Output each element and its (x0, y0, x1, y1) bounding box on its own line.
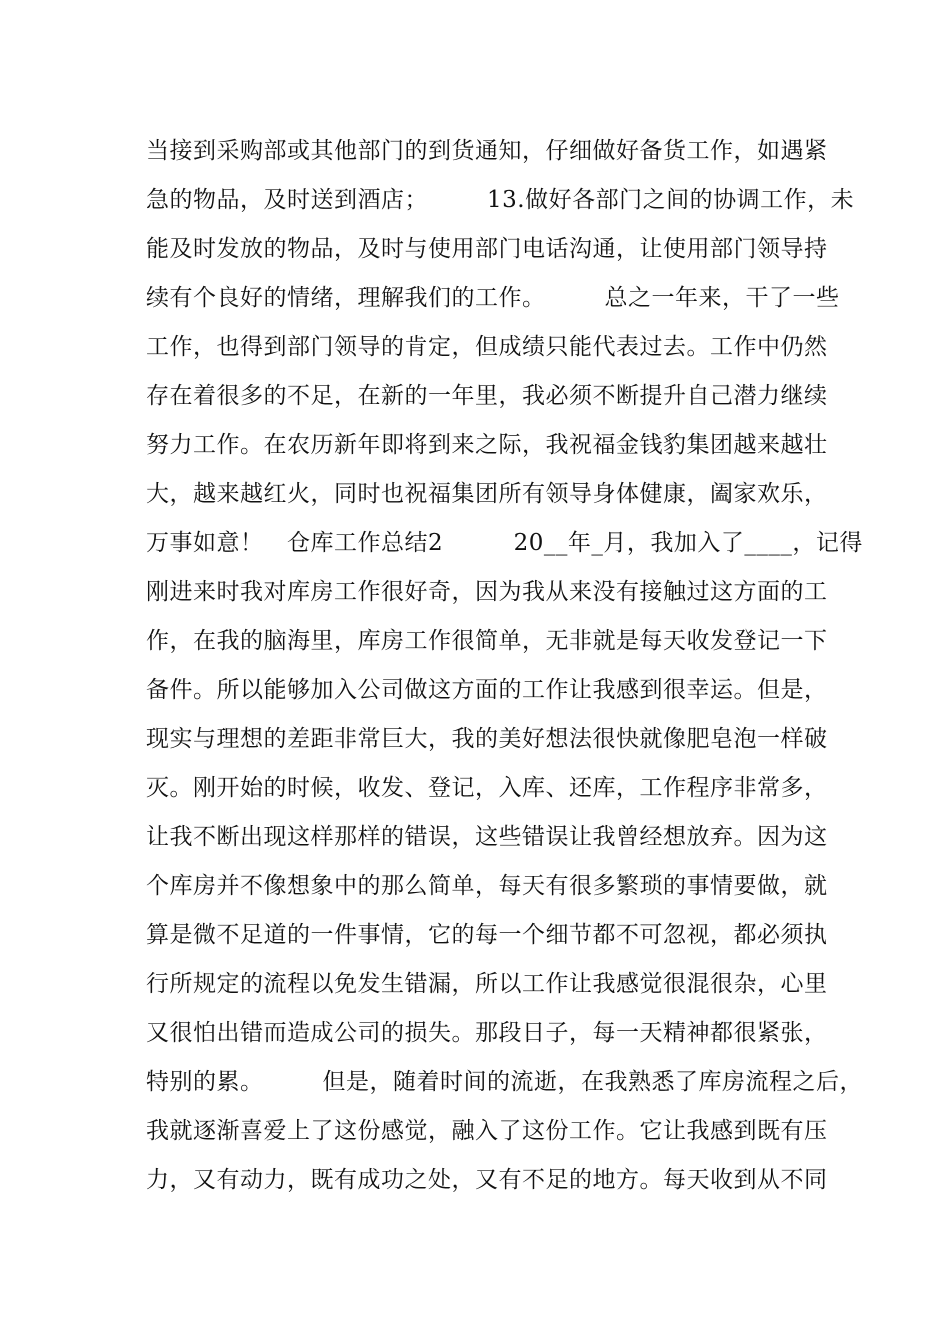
text-line: 能及时发放的物品，及时与使用部门电话沟通，让使用部门领导持 (146, 236, 828, 262)
text-line: 让我不断出现这样那样的错误，这些错误让我曾经想放弃。因为这 (146, 824, 828, 850)
text-line: 续有个良好的情绪，理解我们的工作。 总之一年来，干了一些 (146, 285, 840, 311)
text-line: 万事如意！ 仓库工作总结2 20__年_月，我加入了____，记得 (146, 530, 863, 556)
text-line: 个库房并不像想象中的那么简单，每天有很多繁琐的事情要做，就 (146, 873, 828, 899)
text-line: 作，在我的脑海里，库房工作很简单，无非就是每天收发登记一下 (146, 628, 828, 654)
text-line: 灭。刚开始的时候，收发、登记，入库、还库，工作程序非常多， (146, 775, 828, 801)
text-line: 行所规定的流程以免发生错漏，所以工作让我感觉很混很杂，心里 (146, 971, 828, 997)
text-line: 特别的累。 但是，随着时间的流逝，在我熟悉了库房流程之后， (146, 1069, 863, 1095)
text-line: 工作，也得到部门领导的肯定，但成绩只能代表过去。工作中仍然 (146, 334, 828, 360)
text-line: 刚进来时我对库房工作很好奇，因为我从来没有接触过这方面的工 (146, 579, 828, 605)
text-line: 存在着很多的不足，在新的一年里，我必须不断提升自己潜力继续 (146, 383, 828, 409)
text-line: 大，越来越红火，同时也祝福集团所有领导身体健康，阖家欢乐， (146, 481, 828, 507)
text-line: 努力工作。在农历新年即将到来之际，我祝福金钱豹集团越来越壮 (146, 432, 828, 458)
text-line: 又很怕出错而造成公司的损失。那段日子，每一天精神都很紧张， (146, 1020, 828, 1046)
text-line: 我就逐渐喜爱上了这份感觉，融入了这份工作。它让我感到既有压 (146, 1118, 828, 1144)
text-line: 算是微不足道的一件事情，它的每一个细节都不可忽视，都必须执 (146, 922, 828, 948)
text-line: 现实与理想的差距非常巨大，我的美好想法很快就像肥皂泡一样破 (146, 726, 828, 752)
text-line: 力，又有动力，既有成功之处，又有不足的地方。每天收到从不同 (146, 1167, 828, 1193)
text-line: 急的物品，及时送到酒店； 13.做好各部门之间的协调工作，未 (146, 187, 855, 213)
text-line: 备件。所以能够加入公司做这方面的工作让我感到很幸运。但是， (146, 677, 828, 703)
text-line: 当接到采购部或其他部门的到货通知，仔细做好备货工作，如遇紧 (146, 138, 828, 164)
